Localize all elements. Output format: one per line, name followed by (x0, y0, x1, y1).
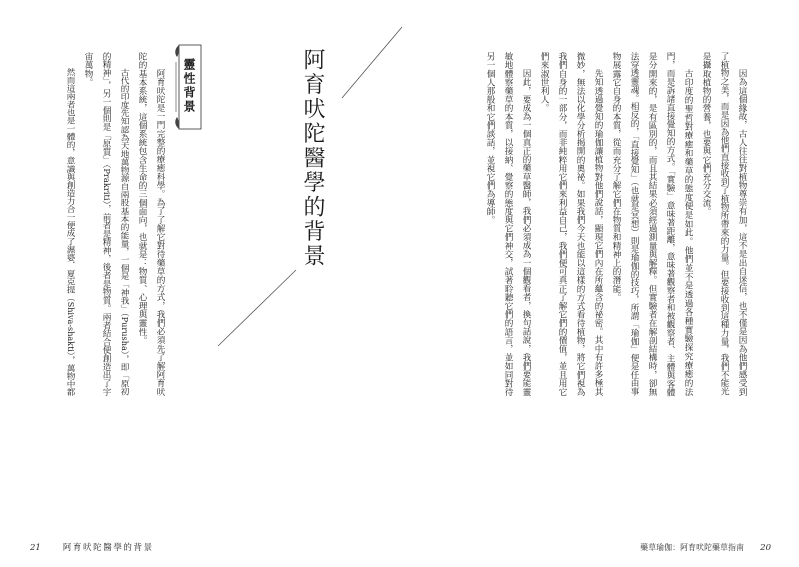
text-column: 們來淑世利人。 (539, 52, 549, 113)
text-column: 微妙，無法以化學分析揭開的奧祕。如果我們今天也能以這樣的方式看待植物，將它們視為 (575, 52, 585, 396)
running-title: 藥草瑜伽：阿育吠陀藥草指南 (640, 543, 745, 552)
paragraph (481, 52, 535, 396)
page-number: 20 (760, 543, 771, 553)
right-page-body (481, 52, 751, 396)
paragraph (607, 52, 697, 396)
text-column: 的精神」，另一個則是「原質」（Prakriti），前者是精神，後者是物質。兩者結合便創造出了宇 (101, 52, 111, 396)
text-column: 古印度的聖哲對療癒和藥草的態度便是如此。他們並不是透過各種實驗探究療癒的法 (683, 69, 693, 396)
text-column: 門，而是訴諸直接覺知的方式。「實驗」意味著距離，意味著觀察者和被觀察者、主體與客體 (665, 52, 675, 397)
paragraph (133, 52, 169, 396)
text-column: 古代的印度先知認為天地萬物源自兩股基本的能量，一個是「神我」（Purusha），即「原初 (119, 68, 129, 396)
text-column: 另一個人那般和它們談話，並視它們為導師。 (485, 52, 495, 224)
left-page-body (61, 52, 169, 396)
left-page-footer (30, 542, 154, 554)
chapter-title: 阿育吠陀醫學的背景 (300, 48, 325, 269)
text-column: 是分開來的，是有區別的，而且其結果必須經過測量與解釋。但實驗者在解剖結構時，卻無 (647, 52, 657, 396)
paragraph (79, 52, 133, 396)
text-column: 阿育吠陀是一門完整的療癒科學。為了了解它對待藥草的方式，我們必須先了解阿育吠 (155, 69, 165, 396)
text-column: 了植物之美，而是因為他們直接收到了植物所帶來的力量。但要接收到這種力量，我們不能光 (719, 52, 729, 396)
paragraph (535, 52, 607, 396)
text-column: 宙萬物。 (83, 52, 93, 87)
text-column: 我們自身的一部分，而非純粹用它們來利益自己，我們便可真正了解它們的價值，並且用它 (557, 52, 567, 396)
left-page (0, 0, 399, 567)
paragraph (697, 52, 751, 396)
right-page-footer (640, 542, 771, 554)
text-column: 法穿透靈魂。相反的，「直接覺知」（也就是冥想）則是瑜伽的技巧，所謂「瑜伽」便是任由事 (629, 52, 639, 396)
text-column: 因為這個緣故，古人往往對植物尊崇有加，這不是出自迷信，也不僅是因為他們感受到 (737, 69, 747, 396)
section-heading: 靈性背景 (182, 58, 196, 114)
text-column: 物展露它自身的本質，從而充分了解它們在物質和精神上的潛能。 (611, 52, 621, 302)
text-column: 敏地體察藥草的本質，以接納、覺察的態度與它們神交，試著聆聽它們的語言，並如同對待 (503, 52, 513, 396)
page-number: 21 (30, 543, 41, 553)
text-column: 因此，要成為一個真正的藥草醫師，我們必須成為一個觀看者，換句話說，我們要能靈 (521, 69, 531, 396)
right-page (400, 0, 799, 567)
text-column: 然而這兩者也是一體的，意識與創造力合一便成了濕婆．夏克提（Shiva-shakti），萬物中都 (65, 68, 75, 397)
running-title: 阿育吠陀醫學的背景 (62, 543, 154, 553)
text-column: 陀的基本系統，這個系統包含生命的三個面向，也就是：物質、心理與靈性。 (137, 52, 147, 345)
text-column: 先知透過覺知的瑜伽讓植物對他們說話，顯現它們內在所蘊含的祕密。其中有許多極其 (593, 69, 603, 396)
text-column: 是攝取植物的營養，也要與它們充分交流。 (701, 52, 711, 216)
paragraph (61, 52, 79, 396)
